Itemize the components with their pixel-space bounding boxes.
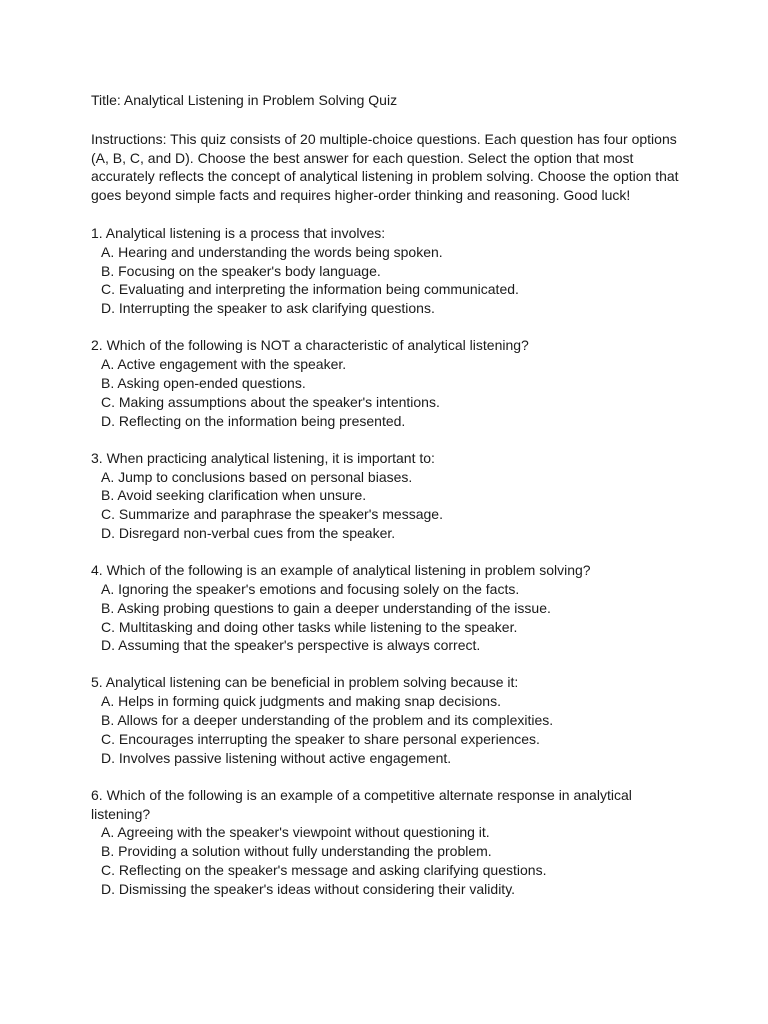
option-a: A. Active engagement with the speaker. bbox=[101, 356, 347, 373]
question-text: 6. Which of the following is an example of a competitive alternate response in analytical listening? bbox=[91, 786, 632, 822]
option-b: B. Asking probing questions to gain a deeper understanding of the issue. bbox=[101, 599, 551, 616]
option-d: D. Dismissing the speaker's ideas without considering their validity. bbox=[101, 880, 516, 897]
option-list bbox=[91, 468, 691, 543]
option-list bbox=[91, 823, 691, 898]
question-text: 5. Analytical listening can be beneficial in problem solving because it: bbox=[91, 674, 519, 691]
question-2 bbox=[91, 336, 691, 430]
option-c: C. Summarize and paraphrase the speaker's message. bbox=[101, 506, 443, 523]
option-a: A. Jump to conclusions based on personal biases. bbox=[101, 468, 413, 485]
option-list bbox=[91, 243, 691, 318]
option-b: B. Allows for a deeper understanding of the problem and its complexities. bbox=[101, 712, 554, 729]
document-page bbox=[91, 91, 691, 917]
option-d: D. Reflecting on the information being presented. bbox=[101, 412, 406, 429]
option-d: D. Interrupting the speaker to ask clarifying questions. bbox=[101, 300, 435, 317]
quiz-title: Title: Analytical Listening in Problem Solving Quiz bbox=[91, 92, 398, 108]
option-list bbox=[91, 355, 691, 430]
option-d: D. Disregard non-verbal cues from the speaker. bbox=[101, 524, 396, 541]
question-5 bbox=[91, 673, 691, 767]
option-list bbox=[91, 580, 691, 655]
question-text: 3. When practicing analytical listening, it is important to: bbox=[91, 449, 435, 466]
option-list bbox=[91, 692, 691, 767]
option-d: D. Involves passive listening without active engagement. bbox=[101, 749, 452, 766]
option-b: B. Focusing on the speaker's body language. bbox=[101, 262, 381, 279]
option-b: B. Avoid seeking clarification when unsure. bbox=[101, 487, 367, 504]
option-c: C. Encourages interrupting the speaker to share personal experiences. bbox=[101, 730, 540, 747]
question-text: 4. Which of the following is an example of analytical listening in problem solving? bbox=[91, 562, 591, 579]
option-c: C. Reflecting on the speaker's message and asking clarifying questions. bbox=[101, 862, 547, 879]
quiz-instructions: Instructions: This quiz consists of 20 multiple-choice questions. Each question has four options (A, B, C, and D). Choose the best answer for each question. Select the option that most accurately reflects the concept of analytical listening in problem solving. Choose the option that goes beyond simple facts and requires higher-order thinking and reasoning. Good luck! bbox=[91, 130, 679, 204]
question-text: 2. Which of the following is NOT a characteristic of analytical listening? bbox=[91, 337, 529, 354]
question-3 bbox=[91, 449, 691, 543]
question-1 bbox=[91, 224, 691, 318]
option-b: B. Providing a solution without fully understanding the problem. bbox=[101, 843, 492, 860]
option-b: B. Asking open-ended questions. bbox=[101, 374, 306, 391]
option-d: D. Assuming that the speaker's perspective is always correct. bbox=[101, 637, 481, 654]
option-c: C. Multitasking and doing other tasks while listening to the speaker. bbox=[101, 618, 518, 635]
option-c: C. Evaluating and interpreting the information being communicated. bbox=[101, 281, 519, 298]
option-a: A. Agreeing with the speaker's viewpoint without questioning it. bbox=[101, 824, 490, 841]
option-a: A. Hearing and understanding the words being spoken. bbox=[101, 243, 443, 260]
option-a: A. Ignoring the speaker's emotions and focusing solely on the facts. bbox=[101, 580, 520, 597]
question-4 bbox=[91, 561, 691, 655]
question-6 bbox=[91, 786, 691, 899]
option-c: C. Making assumptions about the speaker's intentions. bbox=[101, 393, 440, 410]
question-text: 1. Analytical listening is a process that involves: bbox=[91, 224, 386, 241]
option-a: A. Helps in forming quick judgments and making snap decisions. bbox=[101, 693, 501, 710]
